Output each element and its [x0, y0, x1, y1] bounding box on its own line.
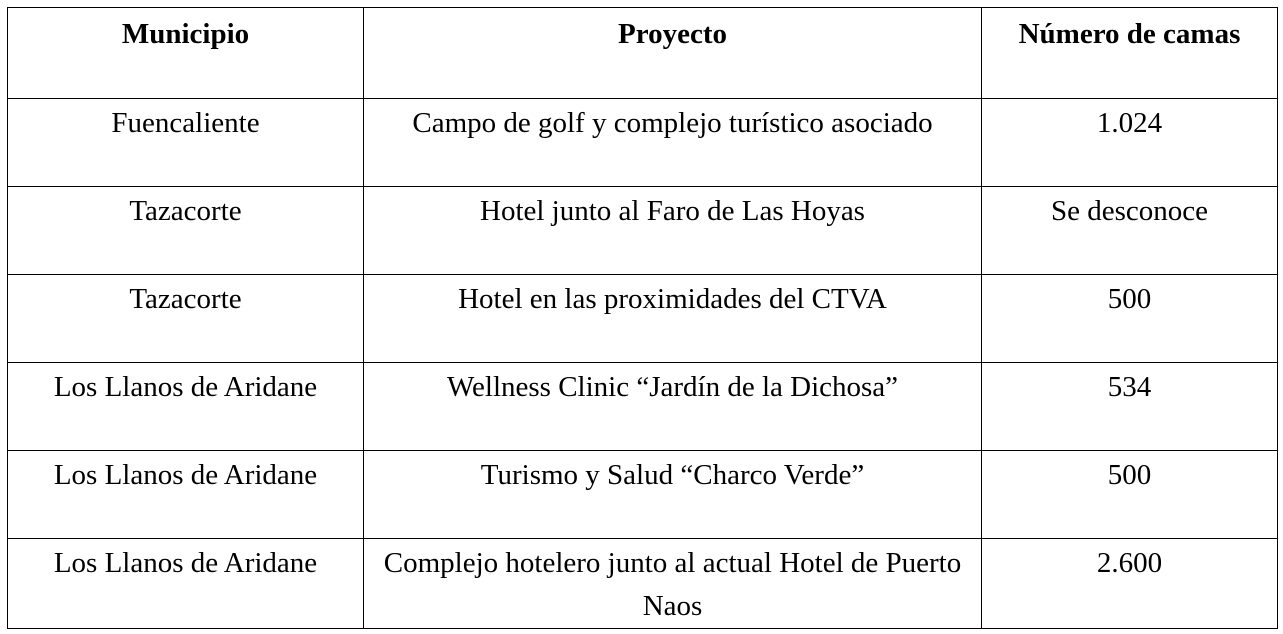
cell-proyecto: Complejo hotelero junto al actual Hotel de Puerto Naos: [364, 539, 982, 629]
cell-municipio: Tazacorte: [8, 187, 364, 275]
table-row: [8, 363, 1278, 451]
cell-camas: 2.600: [982, 539, 1278, 629]
header-proyecto: Proyecto: [364, 8, 982, 99]
projects-table: [7, 7, 1278, 629]
cell-municipio: Los Llanos de Aridane: [8, 539, 364, 629]
cell-camas: 1.024: [982, 99, 1278, 187]
table-row: [8, 451, 1278, 539]
table-row: [8, 99, 1278, 187]
cell-proyecto: Hotel en las proximidades del CTVA: [364, 275, 982, 363]
table-row: [8, 275, 1278, 363]
cell-camas: Se desconoce: [982, 187, 1278, 275]
cell-camas: 500: [982, 451, 1278, 539]
cell-camas: 534: [982, 363, 1278, 451]
cell-proyecto: Turismo y Salud “Charco Verde”: [364, 451, 982, 539]
cell-municipio: Tazacorte: [8, 275, 364, 363]
cell-camas: 500: [982, 275, 1278, 363]
header-municipio: Municipio: [8, 8, 364, 99]
cell-proyecto: Hotel junto al Faro de Las Hoyas: [364, 187, 982, 275]
cell-municipio: Fuencaliente: [8, 99, 364, 187]
table-row: [8, 187, 1278, 275]
cell-municipio: Los Llanos de Aridane: [8, 451, 364, 539]
cell-proyecto: Campo de golf y complejo turístico asociado: [364, 99, 982, 187]
table-row: [8, 539, 1278, 629]
table-header-row: [8, 8, 1278, 99]
header-numero-camas: Número de camas: [982, 8, 1278, 99]
cell-proyecto: Wellness Clinic “Jardín de la Dichosa”: [364, 363, 982, 451]
cell-municipio: Los Llanos de Aridane: [8, 363, 364, 451]
